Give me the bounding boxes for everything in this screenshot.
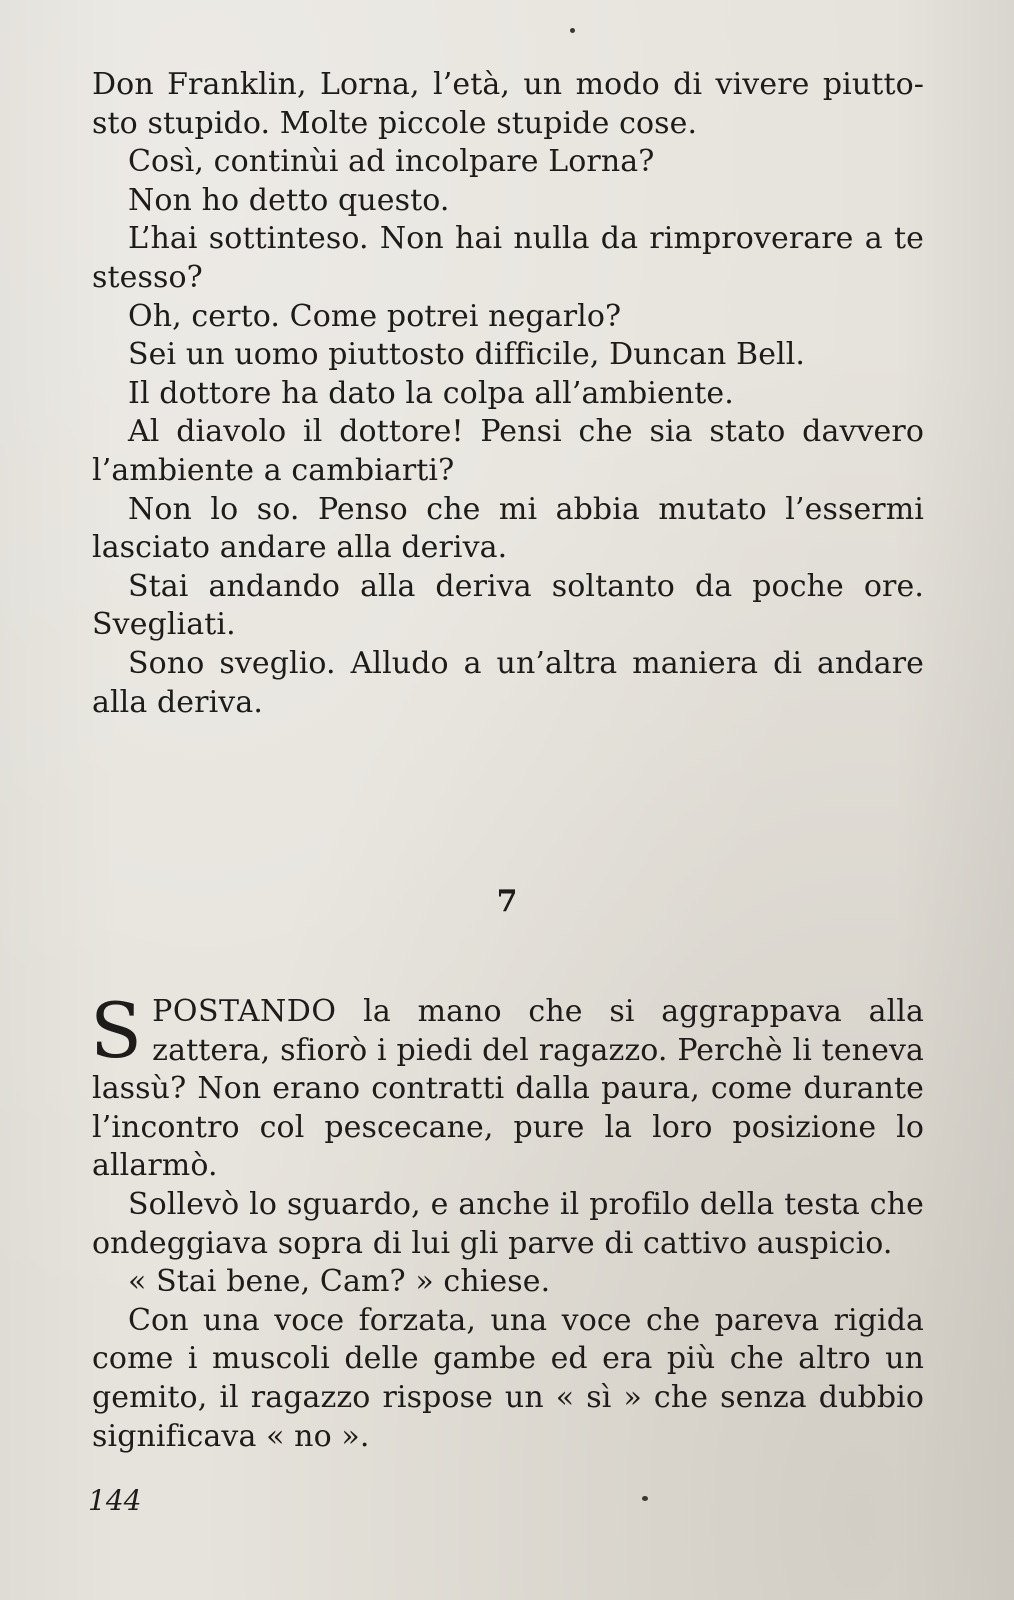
chapter-opening-paragraph <box>90 986 924 1186</box>
paragraph: Non lo so. Penso che mi abbia mutato l’essermi lasciato andare alla deriva. <box>92 491 924 566</box>
paragraph: Sei un uomo piuttosto difficile, Duncan Bell. <box>128 337 806 373</box>
paragraph: L’hai sottinteso. Non hai nulla da rimproverare a te stesso? <box>92 221 924 295</box>
opening-paragraph-text: la mano che si aggrappava alla zattera, sfiorò i piedi del ragazzo. Perchè li teneva lassù? Non erano contratti dalla paura, come durante l’incontro col pescecane, pure la loro posizione lo allarmò. <box>92 994 924 1184</box>
paragraph: Sono sveglio. Alludo a un’altra maniera di andare alla deriva. <box>92 645 924 720</box>
paper-speck <box>570 28 575 33</box>
paper-speck <box>642 1496 648 1501</box>
chapter-section <box>90 986 924 1456</box>
paragraph: Così, continùi ad incolpare Lorna? <box>128 144 655 180</box>
page-number: 144 <box>88 1484 142 1517</box>
paragraph: Stai andando alla deriva soltanto da poche ore. Svegliati. <box>92 568 924 643</box>
dialogue-section <box>92 66 924 722</box>
paragraph: Non ho detto questo. <box>128 182 450 218</box>
paragraph: Oh, certo. Come potrei negarlo? <box>128 298 622 334</box>
paragraph: Don Franklin, Lorna, l’età, un modo di vivere piutto-sto stupido. Molte piccole stupide cose. <box>92 67 924 141</box>
chapter-number: 7 <box>496 884 518 919</box>
paragraph: Il dottore ha dato la colpa all’ambiente. <box>128 375 734 411</box>
paragraph: « Stai bene, Cam? » chiese. <box>128 1264 551 1300</box>
paragraph: Al diavolo il dottore! Pensi che sia stato davvero l’ambiente a cambiarti? <box>92 414 924 488</box>
drop-cap: S <box>90 986 143 1075</box>
paragraph: Con una voce forzata, una voce che pareva rigida come i muscoli delle gambe ed era più che altro un gemito, il ragazzo rispose un « sì » che senza dubbio significava « no ». <box>92 1302 924 1454</box>
smallcaps-lead-word: POSTANDO <box>152 994 337 1029</box>
paragraph: Sollevò lo sguardo, e anche il profilo della testa che ondeggiava sopra di lui gli parve di cattivo auspicio. <box>92 1186 924 1261</box>
